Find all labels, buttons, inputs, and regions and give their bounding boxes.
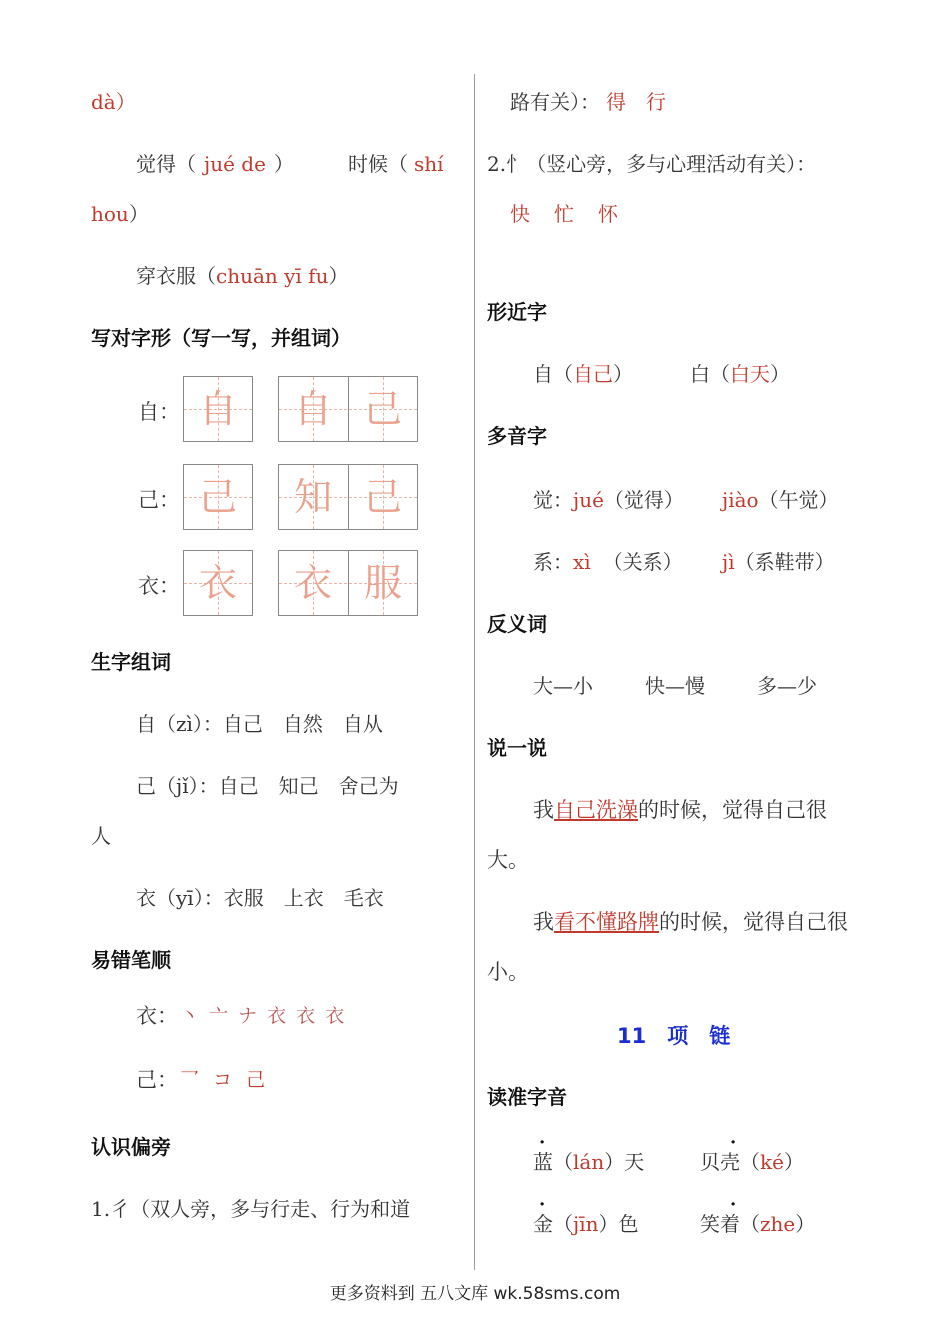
say-1: 我自己洗澡的时候，觉得自己很 bbox=[533, 798, 827, 822]
section-read-sounds: 读准字音 bbox=[487, 1085, 567, 1109]
section-stroke-order: 易错笔顺 bbox=[91, 948, 171, 972]
radical-1: 1.彳（双人旁，多与行走、行为和道 bbox=[91, 1197, 411, 1221]
poly-jiao: jiào（午觉） bbox=[722, 488, 839, 512]
read-lan: 蓝（lán）天 bbox=[533, 1150, 645, 1174]
section-antonyms: 反义词 bbox=[487, 612, 547, 636]
say-1-cont: 大。 bbox=[487, 848, 529, 872]
antonym-3: 多—少 bbox=[757, 674, 817, 698]
lesson-title: 11 项 链 bbox=[617, 1024, 731, 1048]
column-divider bbox=[474, 74, 475, 1270]
emphasis-dot: · bbox=[730, 1194, 737, 1215]
stroke-sequence-yi: 丶 亠 ナ 衣 衣 衣 bbox=[180, 1005, 347, 1027]
section-radicals: 认识偏旁 bbox=[91, 1135, 171, 1159]
grid-single-ji: 己 bbox=[183, 464, 253, 530]
similar-zi: 自（自己） bbox=[533, 362, 633, 386]
words-ji: 己（jǐ）：自己 知己 舍己为 bbox=[136, 774, 399, 798]
poly-ji: jì（系鞋带） bbox=[722, 550, 835, 574]
word-chuanyifu: 穿衣服（chuān yī fu） bbox=[136, 264, 349, 288]
section-speaking: 说一说 bbox=[487, 736, 547, 760]
emphasis-dot: · bbox=[539, 1194, 546, 1215]
antonym-1: 大—小 bbox=[533, 674, 593, 698]
read-zhe: 笑着（zhe） bbox=[700, 1212, 816, 1236]
words-ji-cont: 人 bbox=[91, 824, 111, 848]
grid-pair-ziji: 自 己 bbox=[278, 376, 418, 442]
words-zi: 自（zì）：自己 自然 自从 bbox=[136, 712, 383, 736]
grid-label-zi: 自： bbox=[138, 400, 180, 424]
grid-single-yi: 衣 bbox=[183, 550, 253, 616]
word-shihou: 时候（ shí bbox=[348, 152, 444, 176]
section-write-glyphs: 写对字形（写一写，并组词） bbox=[91, 326, 351, 350]
stroke-label-yi: 衣： bbox=[136, 1004, 178, 1028]
grid-label-yi: 衣： bbox=[138, 574, 180, 598]
footer-source: 更多资料到 五八文库 wk.58sms.com bbox=[329, 1284, 621, 1304]
radical-2: 2.忄（竖心旁，多与心理活动有关）： bbox=[487, 152, 817, 176]
pinyin-continuation: dà） bbox=[91, 90, 136, 114]
grid-pair-zhiji: 知 己 bbox=[278, 464, 418, 530]
poly-xi: 系：xì （关系） bbox=[533, 550, 683, 574]
grid-pair-yifu: 衣 服 bbox=[278, 550, 418, 616]
grid-single-zi: 自 bbox=[183, 376, 253, 442]
emphasis-dot: · bbox=[539, 1132, 546, 1153]
radical-1-cont: 路有关）： 得 行 bbox=[510, 90, 666, 114]
say-2-cont: 小。 bbox=[487, 960, 529, 984]
stroke-label-ji: 己： bbox=[136, 1068, 178, 1092]
similar-bai: 白（白天） bbox=[690, 362, 790, 386]
say-2: 我看不懂路牌的时候，觉得自己很 bbox=[533, 910, 848, 934]
section-word-building: 生字组词 bbox=[91, 650, 171, 674]
word-juede: 觉得（ jué de ） bbox=[136, 152, 294, 176]
radical-2-examples: 快 忙 怀 bbox=[510, 202, 620, 226]
emphasis-dot: · bbox=[730, 1132, 737, 1153]
stroke-sequence-ji: 乛 コ 己 bbox=[180, 1069, 270, 1091]
section-polyphones: 多音字 bbox=[487, 424, 547, 448]
word-shihou-cont: hou） bbox=[91, 202, 149, 226]
grid-label-ji: 己： bbox=[138, 488, 180, 512]
read-jin: 金（jīn）色 bbox=[533, 1212, 639, 1236]
section-similar-chars: 形近字 bbox=[487, 300, 547, 324]
antonym-2: 快—慢 bbox=[645, 674, 705, 698]
poly-jue: 觉：jué（觉得） bbox=[533, 488, 684, 512]
words-yi: 衣（yī）：衣服 上衣 毛衣 bbox=[136, 886, 384, 910]
read-ke: 贝壳（ké） bbox=[700, 1150, 804, 1174]
